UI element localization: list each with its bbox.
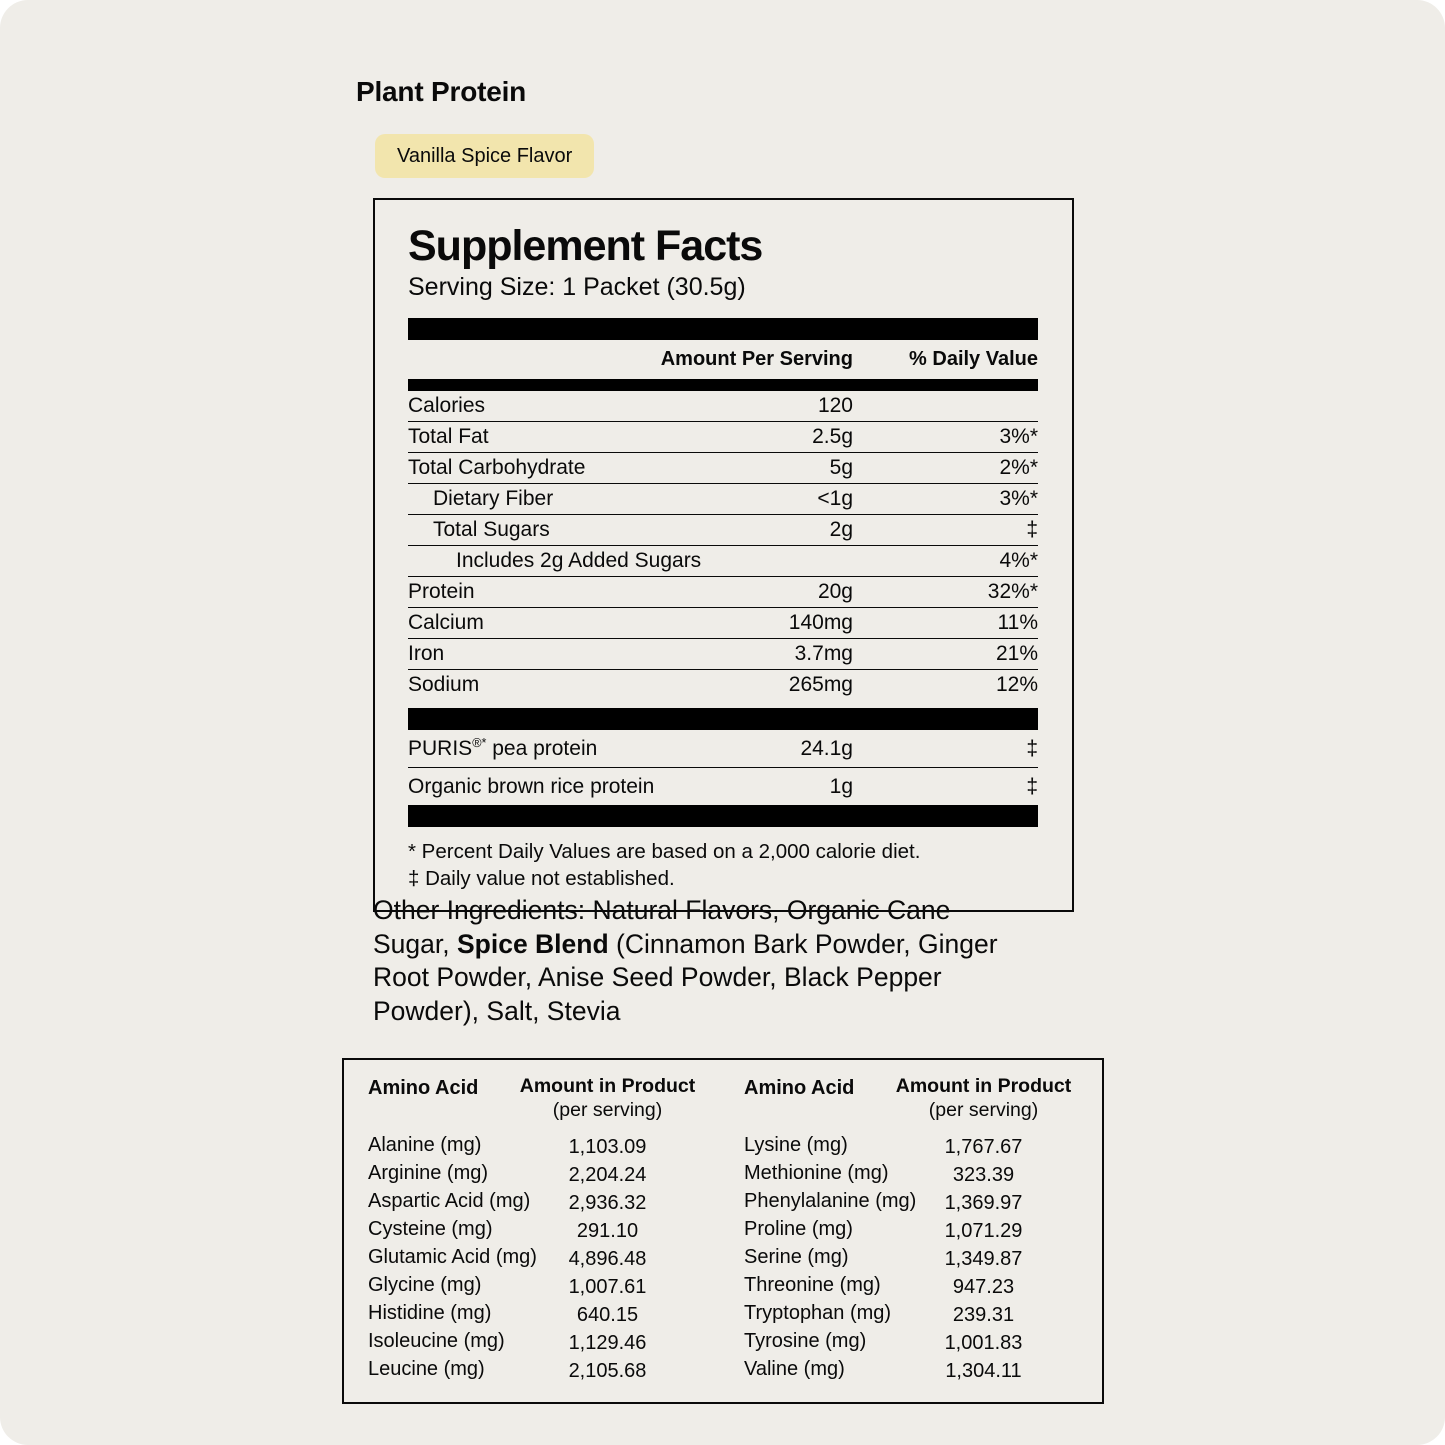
- amino-name: Arginine (mg): [368, 1162, 489, 1184]
- amount-per-serving-header: Amount Per Serving: [660, 348, 853, 371]
- amino-name: Cysteine (mg): [368, 1218, 493, 1240]
- nutrient-daily-value: 2%*: [999, 456, 1038, 480]
- amino-amount: 1,767.67: [944, 1136, 1023, 1158]
- nutrient-label: Total Sugars: [433, 518, 550, 542]
- nutrient-daily-value: 21%: [995, 642, 1038, 666]
- daily-value-header: % Daily Value: [909, 348, 1038, 371]
- nutrient-amount: 265mg: [788, 673, 853, 697]
- amino-name: Valine (mg): [744, 1358, 845, 1380]
- amino-name: Histidine (mg): [368, 1302, 492, 1324]
- nutrient-daily-value: 4%*: [999, 549, 1038, 573]
- amount-in-product-column-header: [515, 1074, 700, 1122]
- nutrient-label: Iron: [408, 642, 445, 666]
- divider-bar-thick-middle: [408, 708, 1038, 730]
- amino-table-left-half: [368, 1074, 700, 1384]
- amino-amount: 291.10: [576, 1220, 639, 1242]
- nutrition-row: [408, 484, 1038, 515]
- ingredient-text: Other Ingredients: Natural Flavors, Organic Cane Sugar,: [373, 895, 951, 959]
- amino-amount: 2,936.32: [568, 1192, 647, 1214]
- nutrient-amount: 2.5g: [812, 425, 853, 449]
- protein-source-row: [408, 768, 1038, 805]
- amino-amount: 1,349.87: [944, 1248, 1023, 1270]
- nutrient-amount: 5g: [829, 456, 853, 480]
- nutrient-amount: 20g: [817, 580, 853, 604]
- protein-source-row: [408, 730, 1038, 768]
- supplement-facts-panel: [373, 198, 1074, 912]
- nutrient-amount: 3.7mg: [794, 642, 853, 666]
- amino-acid-column-header: Amino Acid: [744, 1077, 855, 1099]
- nutrient-label: Total Carbohydrate: [408, 456, 586, 480]
- nutrient-label: Dietary Fiber: [433, 487, 554, 511]
- nutrient-label: Sodium: [408, 673, 480, 697]
- divider-bar-thick-bottom: [408, 805, 1038, 827]
- nutrient-daily-value: 3%*: [999, 425, 1038, 449]
- amino-amount: 640.15: [576, 1304, 639, 1326]
- ingredient-daily-value: ‡: [1026, 774, 1038, 798]
- ingredient-text: (Cinnamon Bark Powder, Ginger Root Powder, Anise Seed Powder, Black Pepper Powder), Salt, Stevia: [373, 928, 998, 1026]
- nutrition-row: [408, 453, 1038, 484]
- nutrient-label: Calories: [408, 394, 486, 418]
- serving-size-text: Serving Size: 1 Packet (30.5g): [408, 273, 746, 302]
- per-serving-label: (per serving): [928, 1099, 1039, 1121]
- amino-amount: 1,001.83: [944, 1332, 1023, 1354]
- nutrition-row: [408, 608, 1038, 639]
- footnote-line: ‡ Daily value not established.: [408, 867, 675, 891]
- amino-amount: 1,071.29: [944, 1220, 1023, 1242]
- flavor-badge: Vanilla Spice Flavor: [375, 134, 594, 178]
- amino-name: Tryptophan (mg): [744, 1302, 892, 1324]
- nutrient-amount: 2g: [829, 518, 853, 542]
- nutrition-row: [408, 577, 1038, 608]
- amino-name: Phenylalanine (mg): [744, 1190, 917, 1212]
- amino-amount: 1,369.97: [944, 1192, 1023, 1214]
- nutrition-row: [408, 515, 1038, 546]
- ingredient-amount: 1g: [829, 774, 853, 798]
- ingredient-label: Organic brown rice protein: [408, 774, 655, 798]
- amino-amount: 947.23: [952, 1276, 1015, 1298]
- amino-acid-table: [342, 1058, 1104, 1404]
- amino-name: Serine (mg): [744, 1246, 849, 1268]
- nutrient-amount: 140mg: [788, 611, 853, 635]
- nutrient-daily-value: 12%: [995, 673, 1038, 697]
- product-title: Plant Protein: [356, 76, 527, 107]
- amino-name: Isoleucine (mg): [368, 1330, 505, 1352]
- footnote-line: * Percent Daily Values are based on a 2,000 calorie diet.: [408, 840, 921, 864]
- facts-column-headers: [408, 340, 1038, 379]
- nutrition-row: [408, 670, 1038, 700]
- amino-amount: 1,103.09: [568, 1136, 647, 1158]
- amount-in-product-label: Amount in Product: [519, 1075, 696, 1097]
- protein-source-rows: [408, 730, 1038, 805]
- footnotes: [408, 838, 1038, 898]
- amino-name: Glutamic Acid (mg): [368, 1246, 537, 1268]
- nutrient-label: Protein: [408, 580, 475, 604]
- nutrition-row: [408, 422, 1038, 453]
- divider-bar-thin: [408, 379, 1038, 391]
- amino-name: Methionine (mg): [744, 1162, 889, 1184]
- nutrient-daily-value: ‡: [1026, 518, 1038, 542]
- ingredient-emphasis: Spice Blend: [456, 928, 609, 959]
- amino-amount: 1,129.46: [568, 1332, 647, 1354]
- amino-amount: 4,896.48: [568, 1248, 647, 1270]
- per-serving-label: (per serving): [552, 1099, 663, 1121]
- amino-amount: 1,007.61: [568, 1276, 647, 1298]
- nutrient-label: Calcium: [408, 611, 484, 635]
- nutrient-amount: 120: [817, 394, 853, 418]
- nutrient-daily-value: 3%*: [999, 487, 1038, 511]
- amino-amount: 2,105.68: [568, 1360, 647, 1382]
- amino-name: Alanine (mg): [368, 1134, 482, 1156]
- amino-amount: 239.31: [952, 1304, 1015, 1326]
- ingredient-daily-value: ‡: [1026, 736, 1038, 760]
- ingredient-label: PURIS®* pea protein: [408, 735, 598, 760]
- amino-name: Leucine (mg): [368, 1358, 485, 1380]
- amino-name: Glycine (mg): [368, 1274, 482, 1296]
- divider-bar-thick-top: [408, 318, 1038, 340]
- amino-name: Threonine (mg): [744, 1274, 881, 1296]
- amino-amount: 2,204.24: [568, 1164, 647, 1186]
- nutrient-daily-value: 32%*: [987, 580, 1038, 604]
- nutrition-row: [408, 639, 1038, 670]
- other-ingredients-text: [373, 894, 1023, 1028]
- amino-name: Aspartic Acid (mg): [368, 1190, 531, 1212]
- nutrient-amount: <1g: [817, 487, 853, 511]
- nutrition-row: [408, 391, 1038, 422]
- amino-amount: 1,304.11: [945, 1360, 1022, 1382]
- nutrition-row: [408, 546, 1038, 577]
- amino-name: Tyrosine (mg): [744, 1330, 867, 1352]
- amount-in-product-label: Amount in Product: [895, 1075, 1072, 1097]
- amino-acid-column-header: Amino Acid: [368, 1077, 479, 1099]
- amount-in-product-column-header: [891, 1074, 1076, 1122]
- ingredient-amount: 24.1g: [800, 736, 853, 760]
- amino-name: Lysine (mg): [744, 1134, 848, 1156]
- nutrition-rows: [408, 391, 1038, 700]
- amino-amount: 323.39: [952, 1164, 1015, 1186]
- supplement-facts-title: Supplement Facts: [408, 222, 763, 270]
- amino-name: Proline (mg): [744, 1218, 853, 1240]
- nutrient-label: Includes 2g Added Sugars: [456, 549, 702, 573]
- registered-mark: ®*: [472, 735, 487, 750]
- nutrient-daily-value: 11%: [997, 611, 1038, 635]
- nutrient-label: Total Fat: [408, 425, 489, 449]
- amino-table-right-half: [744, 1074, 1076, 1384]
